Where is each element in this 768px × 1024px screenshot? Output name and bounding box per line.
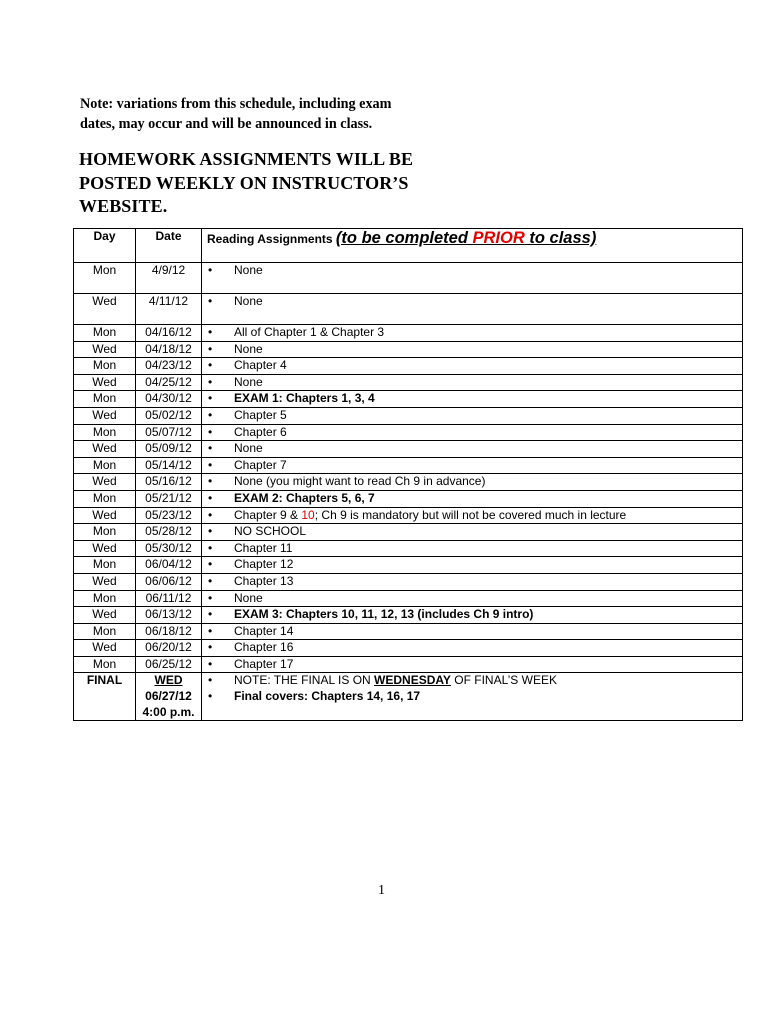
reading-text-part-a: Chapter 9 &: [234, 507, 302, 522]
bullet-icon: •: [208, 507, 213, 522]
table-row: [74, 424, 743, 441]
reading-text: EXAM 3: Chapters 10, 11, 12, 13 (includes Ch 9 intro): [234, 607, 534, 622]
row-date: 04/18/12: [136, 341, 202, 358]
reading-text-highlight: 10: [301, 507, 315, 522]
row-date: 05/09/12: [136, 441, 202, 458]
reading-text: None: [234, 374, 263, 389]
reading-text: Chapter 7: [234, 457, 287, 472]
row-reading: [202, 263, 743, 294]
table-row: [74, 294, 743, 325]
row-day: Mon: [74, 623, 136, 640]
bullet-icon: •: [208, 407, 213, 422]
row-reading: [202, 341, 743, 358]
row-date: 05/21/12: [136, 490, 202, 507]
row-date: 04/30/12: [136, 391, 202, 408]
row-day: Mon: [74, 557, 136, 574]
final-date-line: 06/27/12: [145, 689, 192, 704]
bullet-icon: •: [208, 623, 213, 638]
table-row: [74, 407, 743, 424]
row-reading: [202, 573, 743, 590]
row-date: 05/16/12: [136, 474, 202, 491]
bullet-icon: •: [208, 557, 213, 572]
row-reading: [202, 490, 743, 507]
reading-text: Chapter 5: [234, 407, 287, 422]
final-day: FINAL: [74, 673, 136, 721]
table-row: [74, 263, 743, 294]
table-row: [74, 341, 743, 358]
reading-text: None: [234, 441, 263, 456]
bullet-icon: •: [208, 374, 213, 389]
reading-text: None (you might want to read Ch 9 in advance): [234, 474, 486, 489]
page-number: 1: [378, 883, 385, 898]
table-row: [74, 557, 743, 574]
table-row: [74, 656, 743, 673]
row-day: Mon: [74, 263, 136, 294]
bullet-icon: •: [208, 640, 213, 655]
row-day: Wed: [74, 341, 136, 358]
reading-text: Chapter 16: [234, 640, 294, 655]
bullet-icon: •: [208, 656, 213, 671]
bullet-icon: •: [208, 590, 213, 605]
bullet-icon: •: [208, 391, 213, 406]
row-reading: [202, 557, 743, 574]
table-row: [74, 325, 743, 342]
bullet-icon: •: [208, 325, 213, 339]
row-reading: [202, 507, 743, 524]
row-reading: [202, 474, 743, 491]
table-row: [74, 490, 743, 507]
schedule-table: [73, 228, 743, 721]
header-day: Day: [74, 229, 136, 263]
row-reading: [202, 590, 743, 607]
table-row: [74, 590, 743, 607]
row-date: 06/20/12: [136, 640, 202, 657]
row-day: Mon: [74, 457, 136, 474]
final-date-line: 4:00 p.m.: [142, 704, 195, 719]
header-prior: PRIOR: [472, 229, 525, 247]
reading-text: EXAM 1: Chapters 1, 3, 4: [234, 391, 375, 406]
table-row: [74, 540, 743, 557]
row-reading: [202, 441, 743, 458]
table-row: [74, 391, 743, 408]
reading-text: Chapter 13: [234, 573, 294, 588]
bullet-icon: •: [208, 294, 213, 308]
reading-text: Chapter 11: [234, 540, 293, 555]
table-row: [74, 441, 743, 458]
bullet-icon: •: [208, 540, 213, 555]
row-reading: [202, 607, 743, 624]
row-day: Wed: [74, 441, 136, 458]
row-day: Wed: [74, 640, 136, 657]
reading-text-part-b: ; Ch 9 is mandatory but will not be covered much in lecture: [314, 507, 627, 522]
reading-text: Chapter 4: [234, 358, 287, 373]
row-reading: [202, 294, 743, 325]
row-reading: [202, 457, 743, 474]
table-row: [74, 457, 743, 474]
reading-text: None: [234, 294, 263, 308]
row-date: 05/07/12: [136, 424, 202, 441]
row-date: 05/28/12: [136, 524, 202, 541]
row-date: 05/14/12: [136, 457, 202, 474]
row-day: Wed: [74, 540, 136, 557]
row-reading: [202, 325, 743, 342]
row-day: Mon: [74, 358, 136, 375]
row-reading: [202, 374, 743, 391]
table-header-row: [74, 229, 743, 263]
header-note-part-b: to class): [524, 229, 597, 247]
table-row-final: [74, 673, 743, 721]
row-day: Wed: [74, 474, 136, 491]
bullet-icon: •: [208, 263, 213, 277]
bullet-icon: •: [208, 341, 213, 356]
bullet-icon: •: [208, 607, 213, 622]
final-reading: [202, 673, 743, 721]
reading-text: Chapter 12: [234, 557, 294, 572]
table-row: [74, 607, 743, 624]
row-day: Wed: [74, 374, 136, 391]
row-reading: [202, 640, 743, 657]
row-day: Wed: [74, 407, 136, 424]
table-row: [74, 623, 743, 640]
row-date: 05/02/12: [136, 407, 202, 424]
bullet-icon: •: [208, 673, 213, 688]
table-row: [74, 524, 743, 541]
header-reading-label: Reading Assignments: [207, 232, 333, 246]
headline-line-3: WEBSITE.: [79, 196, 168, 216]
row-date: 06/13/12: [136, 607, 202, 624]
row-day: Mon: [74, 424, 136, 441]
row-reading: [202, 391, 743, 408]
homework-headline: [79, 148, 439, 219]
row-day: Mon: [74, 590, 136, 607]
final-covers: [206, 689, 742, 705]
bullet-icon: •: [208, 490, 213, 505]
row-day: Mon: [74, 524, 136, 541]
final-note-part-a: NOTE: THE FINAL IS ON: [234, 673, 375, 688]
final-covers-text: Final covers: Chapters 14, 16, 17: [234, 689, 421, 704]
reading-text: EXAM 2: Chapters 5, 6, 7: [234, 490, 375, 505]
row-day: Mon: [74, 490, 136, 507]
row-day: Wed: [74, 607, 136, 624]
reading-text: NO SCHOOL: [234, 524, 307, 539]
row-date: 06/06/12: [136, 573, 202, 590]
reading-text: Chapter 17: [234, 656, 294, 671]
header-note-part-a: (to be completed: [335, 229, 473, 247]
row-date: 05/23/12: [136, 507, 202, 524]
final-note: [206, 673, 742, 689]
reading-text: All of Chapter 1 & Chapter 3: [234, 325, 385, 339]
row-reading: [202, 424, 743, 441]
bullet-icon: •: [208, 424, 213, 439]
table-row: [74, 358, 743, 375]
table-row: [74, 573, 743, 590]
row-date: 05/30/12: [136, 540, 202, 557]
reading-text: Chapter 14: [234, 623, 294, 638]
row-reading: [202, 656, 743, 673]
row-reading: [202, 358, 743, 375]
row-day: Wed: [74, 294, 136, 325]
row-date: 06/04/12: [136, 557, 202, 574]
reading-text: None: [234, 590, 263, 605]
row-date: 04/16/12: [136, 325, 202, 342]
row-reading: [202, 623, 743, 640]
row-day: Wed: [74, 573, 136, 590]
row-date: 06/11/12: [136, 590, 202, 607]
bullet-icon: •: [208, 573, 213, 588]
row-date: 06/18/12: [136, 623, 202, 640]
table-row: [74, 640, 743, 657]
row-date: 4/11/12: [136, 294, 202, 325]
row-day: Wed: [74, 507, 136, 524]
reading-text: Chapter 6: [234, 424, 287, 439]
row-date: 04/23/12: [136, 358, 202, 375]
table-row: [74, 507, 743, 524]
final-date-line: WED: [154, 673, 183, 688]
bullet-icon: •: [208, 358, 213, 373]
bullet-icon: •: [208, 689, 213, 704]
bullet-icon: •: [208, 457, 213, 472]
table-row: [74, 374, 743, 391]
row-reading: [202, 407, 743, 424]
reading-text: None: [234, 263, 263, 277]
final-note-part-b: OF FINAL’S WEEK: [450, 673, 557, 688]
header-date: Date: [136, 229, 202, 263]
final-note-wednesday: WEDNESDAY: [374, 673, 451, 688]
row-reading: [202, 524, 743, 541]
bullet-icon: •: [208, 524, 213, 539]
header-reading-assignments: [202, 229, 743, 263]
headline-line-2: POSTED WEEKLY ON INSTRUCTOR’S: [79, 172, 409, 193]
row-reading: [202, 540, 743, 557]
schedule-note: Note: variations from this schedule, including exam dates, may occur and will be announced in class.: [80, 96, 392, 132]
bullet-icon: •: [208, 474, 213, 489]
reading-text: None: [234, 341, 263, 356]
row-day: Mon: [74, 391, 136, 408]
final-date: [136, 673, 202, 721]
header-reading-note: [336, 229, 596, 247]
row-day: Mon: [74, 656, 136, 673]
row-date: 4/9/12: [136, 263, 202, 294]
row-date: 04/25/12: [136, 374, 202, 391]
headline-line-1: HOMEWORK ASSIGNMENTS WILL BE: [79, 149, 414, 169]
row-date: 06/25/12: [136, 656, 202, 673]
bullet-icon: •: [208, 441, 213, 456]
table-row: [74, 474, 743, 491]
row-day: Mon: [74, 325, 136, 342]
